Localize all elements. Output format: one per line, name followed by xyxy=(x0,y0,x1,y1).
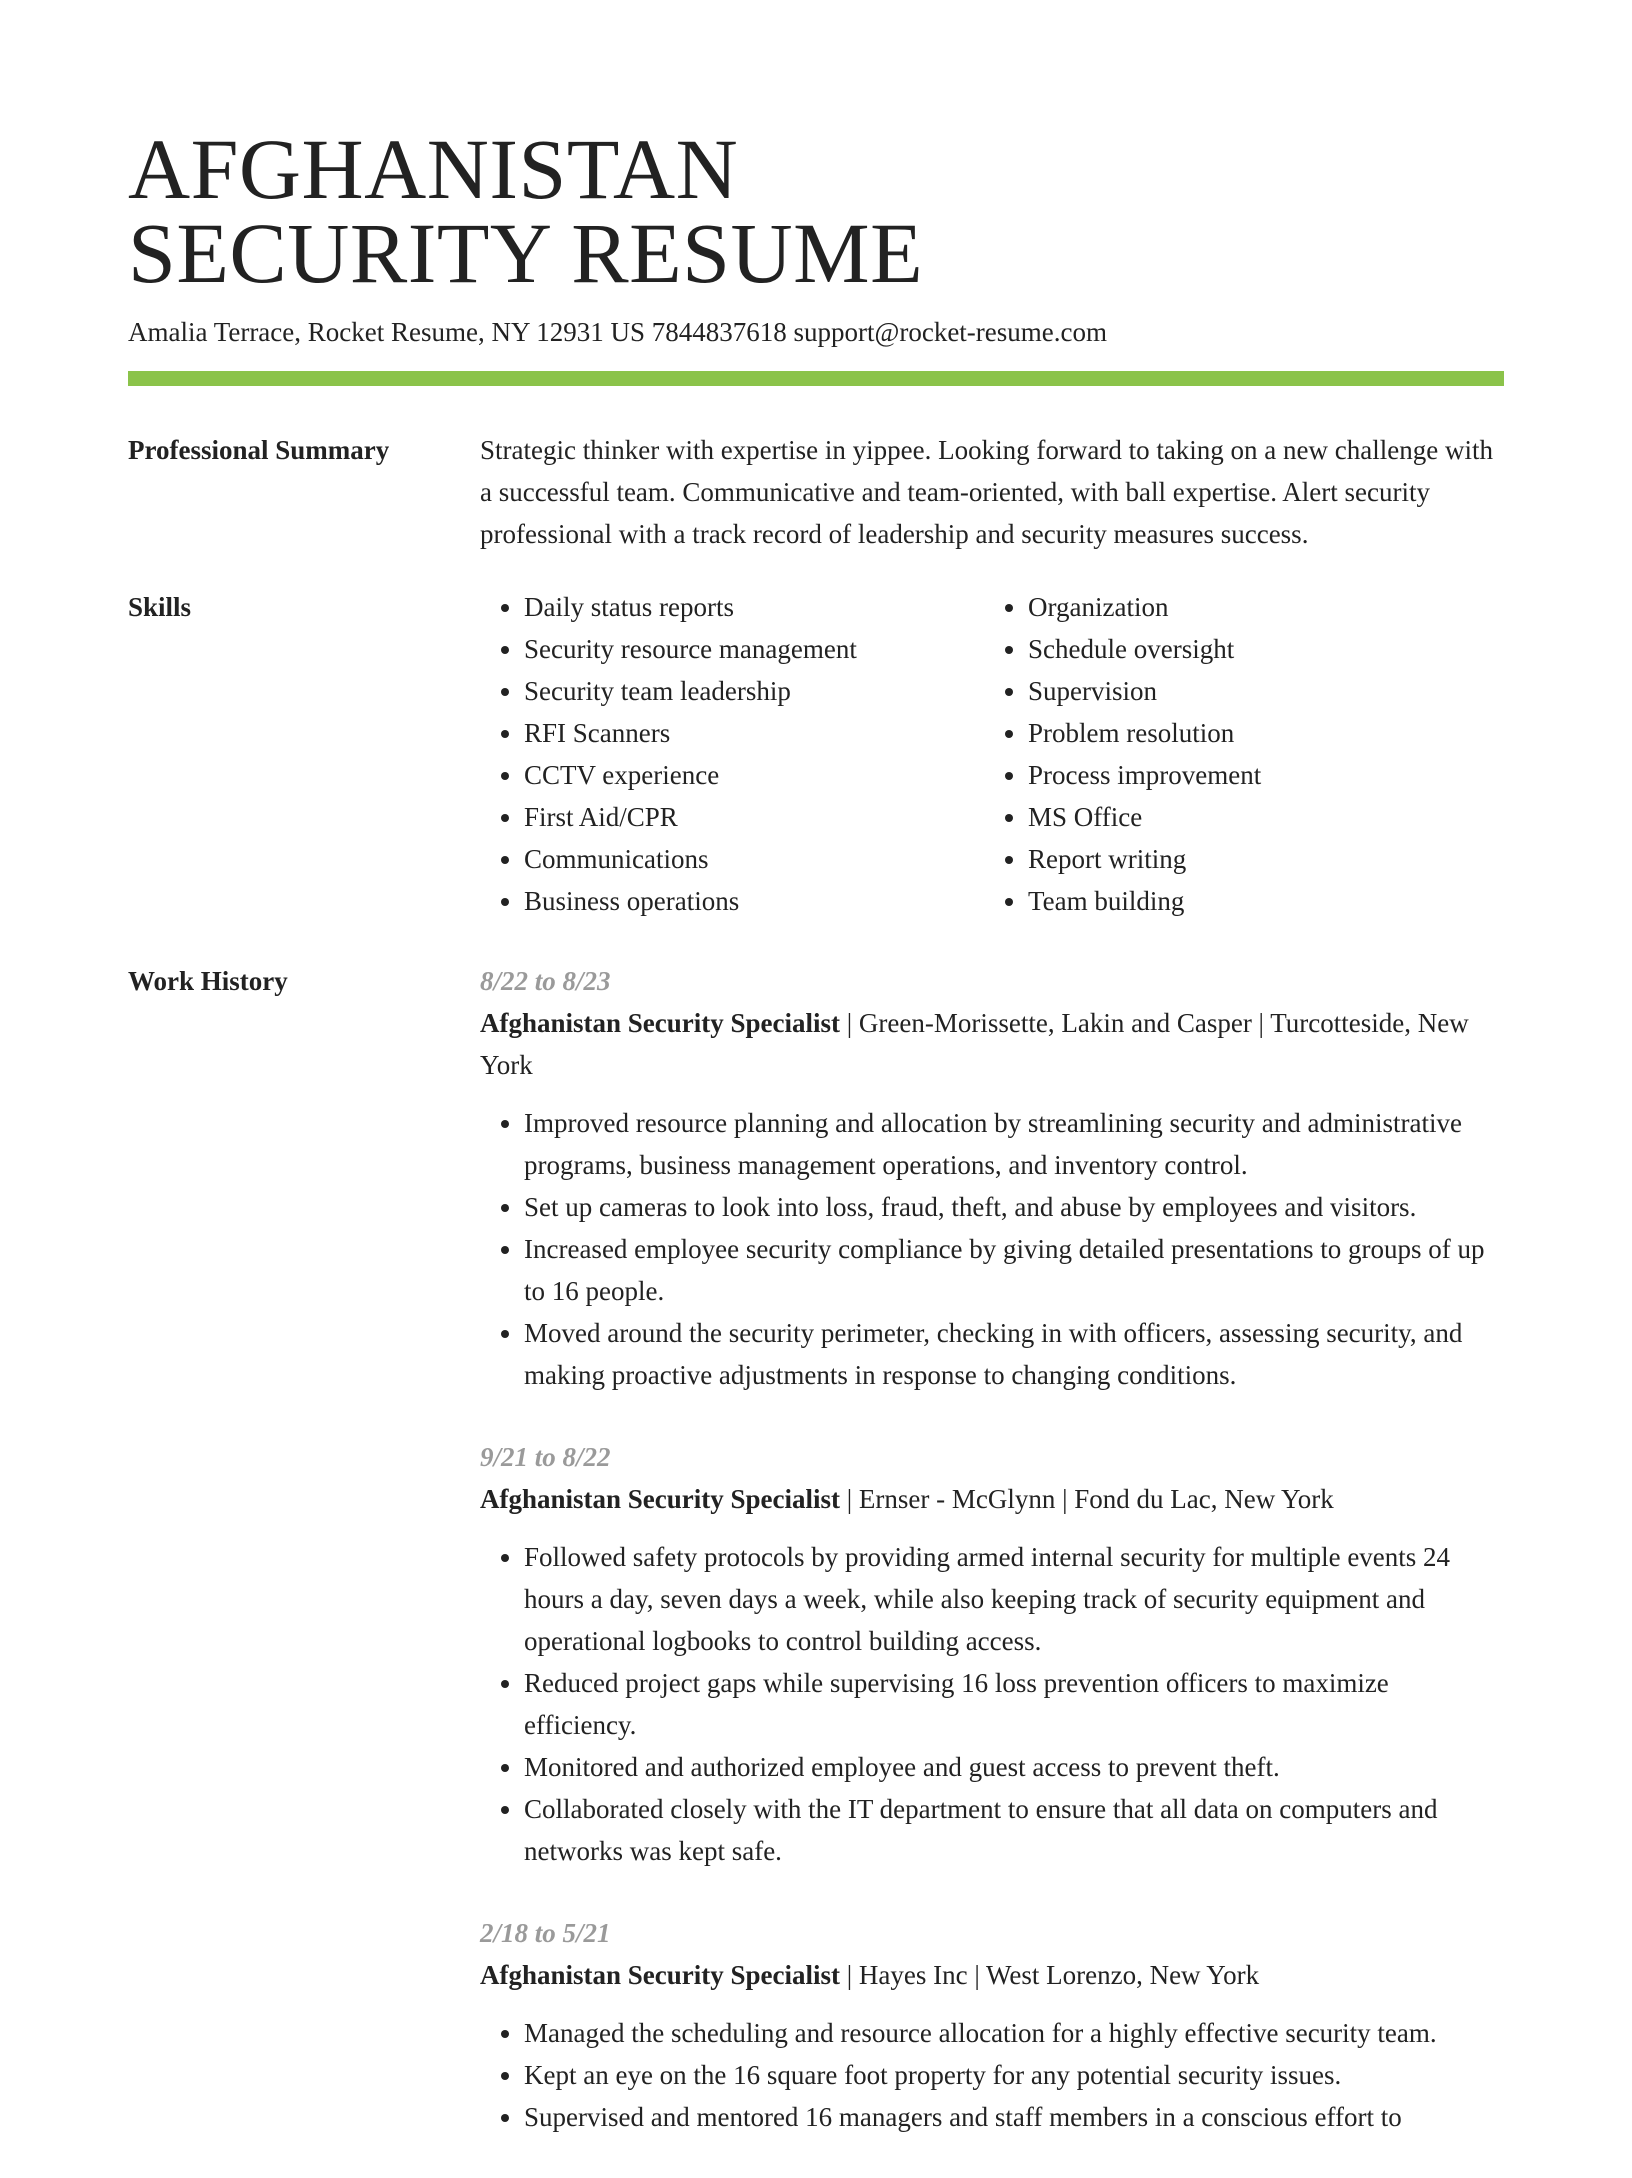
skill-item: • Report writing xyxy=(1028,838,1488,880)
skill-item: • First Aid/CPR xyxy=(524,796,984,838)
summary-text: Strategic thinker with expertise in yippee. Looking forward to taking on a new challenge with a successful team. Communicative and team-oriented, with ball expertise. Alert security professional with a track record of leadership and security measures success. xyxy=(480,435,1493,549)
skill-item: • Daily status reports xyxy=(524,586,984,628)
job-bullets xyxy=(480,1102,1504,1396)
skill-item: • Team building xyxy=(1028,880,1488,922)
skills-heading: Skills xyxy=(128,592,192,622)
skill-item: • Security team leadership xyxy=(524,670,984,712)
job-entry xyxy=(480,1436,1504,1872)
job-dates: 2/18 to 5/21 xyxy=(480,1918,611,1948)
job-bullets xyxy=(480,1536,1504,1872)
skill-item: • Business operations xyxy=(524,880,984,922)
job-entry xyxy=(480,1912,1504,2138)
job-employer-location: | Hayes Inc | West Lorenzo, New York xyxy=(840,1960,1260,1990)
job-line xyxy=(480,1002,1504,1086)
skill-item: • Communications xyxy=(524,838,984,880)
skill-item: • Schedule oversight xyxy=(1028,628,1488,670)
job-bullet: • Followed safety protocols by providing armed internal security for multiple events 24 hours a day, seven days a week, while also keeping track of security equipment and operational logbooks to control building access. xyxy=(524,1536,1504,1662)
skill-item: • CCTV experience xyxy=(524,754,984,796)
job-bullet: • Managed the scheduling and resource allocation for a highly effective security team. xyxy=(524,2012,1504,2054)
job-bullet: • Monitored and authorized employee and guest access to prevent theft. xyxy=(524,1746,1504,1788)
job-dates: 8/22 to 8/23 xyxy=(480,966,611,996)
resume-title xyxy=(128,121,924,301)
skill-item: • Problem resolution xyxy=(1028,712,1488,754)
job-dates: 9/21 to 8/22 xyxy=(480,1442,611,1472)
job-entry xyxy=(480,960,1504,1396)
job-bullet: • Collaborated closely with the IT department to ensure that all data on computers and networks was kept safe. xyxy=(524,1788,1504,1872)
contact-info: Amalia Terrace, Rocket Resume, NY 12931 US 7844837618 support@rocket-resume.com xyxy=(128,317,1108,347)
skills-list-left xyxy=(480,586,984,922)
title-line-1: AFGHANISTAN xyxy=(128,121,739,217)
accent-divider xyxy=(128,371,1504,386)
job-bullet: • Reduced project gaps while supervising 16 loss prevention officers to maximize efficiency. xyxy=(524,1662,1504,1746)
job-bullet: • Improved resource planning and allocation by streamlining security and administrative programs, business management operations, and inventory control. xyxy=(524,1102,1504,1186)
skill-item: • Security resource management xyxy=(524,628,984,670)
job-line xyxy=(480,1954,1504,1996)
job-line xyxy=(480,1478,1504,1520)
job-bullet: • Set up cameras to look into loss, fraud, theft, and abuse by employees and visitors. xyxy=(524,1186,1504,1228)
job-bullet: • Increased employee security compliance by giving detailed presentations to groups of up to 16 people. xyxy=(524,1228,1504,1312)
work-history-heading: Work History xyxy=(128,966,288,996)
skill-item: • Supervision xyxy=(1028,670,1488,712)
job-employer-location: | Green-Morissette, Lakin and Casper | Turcotteside, New York xyxy=(480,1008,1469,1080)
skill-item: • Organization xyxy=(1028,586,1488,628)
job-bullet: • Supervised and mentored 16 managers and staff members in a conscious effort to xyxy=(524,2096,1504,2138)
job-title: Afghanistan Security Specialist xyxy=(480,1484,841,1514)
summary-heading: Professional Summary xyxy=(128,435,390,465)
job-title: Afghanistan Security Specialist xyxy=(480,1008,841,1038)
skill-item: • Process improvement xyxy=(1028,754,1488,796)
job-title: Afghanistan Security Specialist xyxy=(480,1960,841,1990)
job-bullet: • Moved around the security perimeter, checking in with officers, assessing security, and making proactive adjustments in response to changing conditions. xyxy=(524,1312,1504,1396)
skills-list-right xyxy=(984,586,1488,922)
skill-item: • MS Office xyxy=(1028,796,1488,838)
title-line-2: SECURITY RESUME xyxy=(128,205,924,301)
skill-item: • RFI Scanners xyxy=(524,712,984,754)
job-bullet: • Kept an eye on the 16 square foot property for any potential security issues. xyxy=(524,2054,1504,2096)
job-employer-location: | Ernser - McGlynn | Fond du Lac, New York xyxy=(840,1484,1334,1514)
job-bullets xyxy=(480,2012,1504,2138)
